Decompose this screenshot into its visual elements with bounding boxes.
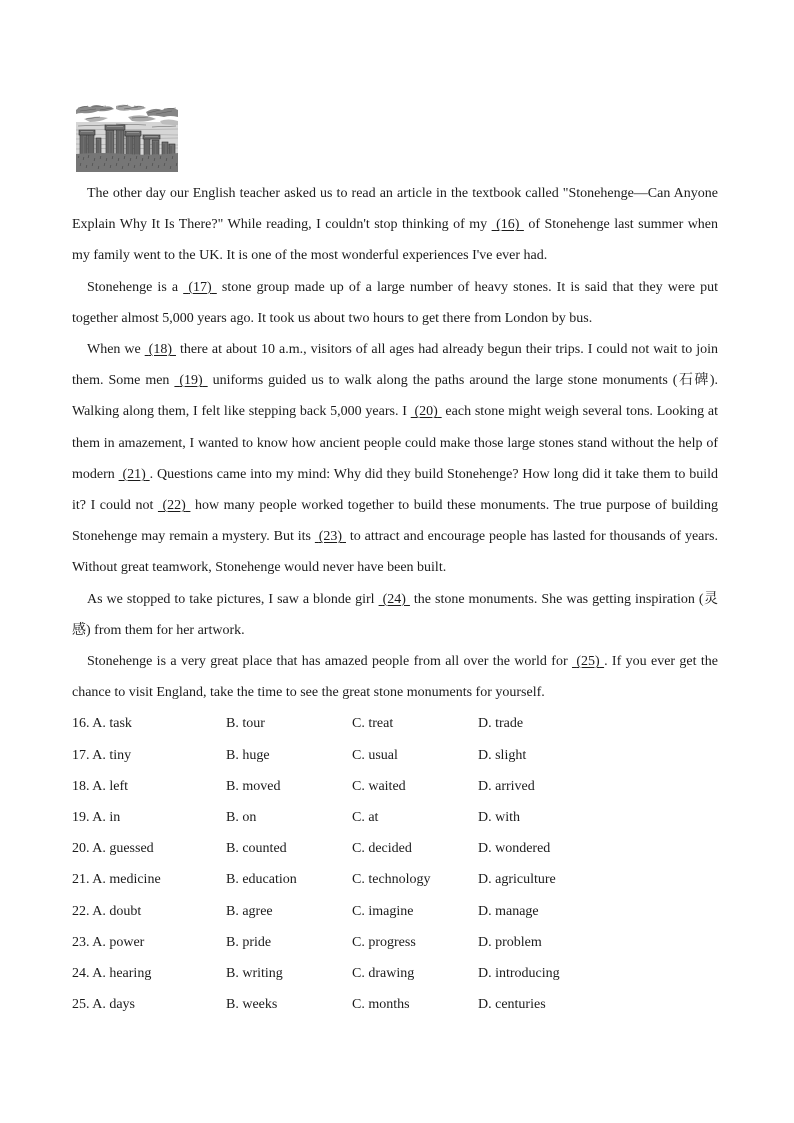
blank-23: (23) <box>318 529 343 545</box>
option-a: A. left <box>92 778 128 794</box>
option-a: A. power <box>92 934 145 950</box>
blank-17: (17) <box>188 279 212 295</box>
option-c: C. imagine <box>352 903 414 919</box>
option-b: B. moved <box>226 778 281 794</box>
option-d: D. centuries <box>478 997 546 1013</box>
question-number: 23. <box>72 934 90 950</box>
option-a: A. doubt <box>92 903 142 919</box>
option-c: C. drawing <box>352 965 415 981</box>
option-b: B. education <box>226 872 297 888</box>
blank-16: (16) <box>496 217 520 233</box>
passage-text: . If you ever get the chance to visit England, take the time to see the great stone monuments for yourself. <box>72 654 719 701</box>
option-a: A. guessed <box>92 841 154 857</box>
question-row <box>72 740 718 771</box>
question-number: 21. <box>72 872 90 888</box>
passage-paragraph <box>72 584 718 646</box>
option-c: C. usual <box>352 747 398 763</box>
option-c: C. decided <box>352 841 412 857</box>
passage-paragraph <box>72 334 718 584</box>
passage-paragraph <box>72 272 718 334</box>
option-c: C. months <box>352 997 410 1013</box>
question-number: 24. <box>72 965 90 981</box>
option-cell-a <box>72 708 132 739</box>
blank-20: (20) <box>414 404 438 420</box>
option-a: A. task <box>92 716 132 732</box>
passage-text: the stone monuments. She was getting inspiration (灵感) from them for her artwork. <box>72 591 719 638</box>
question-row <box>72 771 718 802</box>
option-cell-a <box>72 833 154 864</box>
option-c: C. waited <box>352 778 406 794</box>
passage-text: stone group made up of a large number of heavy stones. It is said that they were put together almost 5,000 years ago. It took us about two hours to get there from London by bus. <box>72 279 719 326</box>
option-cell-a <box>72 927 144 958</box>
option-d: D. slight <box>478 747 527 763</box>
option-d: D. introducing <box>478 965 560 981</box>
passage-text: of Stonehenge last summer when my family went to the UK. It is one of the most wonderful experiences I've ever had. <box>72 217 719 264</box>
option-a: A. medicine <box>92 872 161 888</box>
question-row <box>72 864 718 895</box>
question-row <box>72 896 718 927</box>
passage-text: Stonehenge is a very great place that has amazed people from all over the world for <box>87 654 572 670</box>
option-a: A. hearing <box>92 965 152 981</box>
option-cell-a <box>72 864 161 895</box>
option-cell-a <box>72 896 141 927</box>
blank-25: (25) <box>576 654 600 670</box>
option-d: D. with <box>478 810 520 826</box>
option-cell-a <box>72 802 120 833</box>
passage-text: Stonehenge is a <box>87 279 184 295</box>
option-c: C. at <box>352 810 379 826</box>
option-cell-a <box>72 958 151 989</box>
option-b: B. agree <box>226 903 273 919</box>
option-d: D. wondered <box>478 841 551 857</box>
option-cell-a <box>72 771 128 802</box>
passage-text: . Questions came into my mind: Why did they build Stonehenge? How long did it take them to build it? I could not <box>72 466 719 514</box>
stonehenge-sketch <box>76 104 178 172</box>
question-number: 20. <box>72 841 90 857</box>
passage-text: As we stopped to take pictures, I saw a blonde girl <box>87 591 379 607</box>
option-a: A. in <box>92 810 121 826</box>
passage-text: The other day our English teacher asked us to read an article in the textbook called "Stonehenge—Can Anyone Explain Why It Is There?" While reading, I couldn't stop thinking of my <box>72 186 718 233</box>
option-c: C. technology <box>352 872 431 888</box>
blank-22: (22) <box>162 498 186 514</box>
option-a: A. days <box>92 997 136 1013</box>
option-b: B. huge <box>226 747 270 763</box>
question-number: 25. <box>72 997 90 1013</box>
question-number: 19. <box>72 810 90 826</box>
question-number: 22. <box>72 903 90 919</box>
option-b: B. on <box>226 810 257 826</box>
option-d: D. agriculture <box>478 872 556 888</box>
option-b: B. pride <box>226 934 272 950</box>
blank-19: (19) <box>179 373 203 389</box>
cloze-passage <box>72 178 718 1020</box>
option-a: A. tiny <box>92 747 132 763</box>
question-number: 17. <box>72 747 90 763</box>
question-options <box>72 708 718 1020</box>
passage-text: each stone might weigh several tons. Looking at them in amazement, I wanted to know how ancient people could make those large stones stand without the help of modern <box>72 404 719 482</box>
passage-paragraph <box>72 646 718 708</box>
option-d: D. manage <box>478 903 539 919</box>
question-row <box>72 708 718 739</box>
question-number: 16. <box>72 716 90 732</box>
blank-24: (24) <box>382 591 406 607</box>
option-b: B. counted <box>226 841 287 857</box>
question-number: 18. <box>72 778 90 794</box>
question-row <box>72 989 718 1020</box>
passage-text: to attract and encourage people has lasted for thousands of years. Without great teamwork, Stonehenge would never have been built. <box>72 529 718 576</box>
passage-text: When we <box>87 342 145 358</box>
option-b: B. weeks <box>226 997 278 1013</box>
option-b: B. writing <box>226 965 283 981</box>
question-row <box>72 958 718 989</box>
passage-text: there at about 10 a.m., visitors of all ages had already begun their trips. I could not wait to join them. Some men <box>72 342 718 389</box>
option-cell-a <box>72 989 135 1020</box>
option-d: D. arrived <box>478 778 535 794</box>
passage-text: uniforms guided us to walk along the paths around the large stone monuments (石碑). Walking along them, I felt like stepping back 5,000 years. I <box>72 373 718 420</box>
passage-text: how many people worked together to build these monuments. The true purpose of building Stonehenge may remain a mystery. But its <box>72 498 719 545</box>
option-d: D. problem <box>478 934 542 950</box>
question-row <box>72 833 718 864</box>
option-cell-a <box>72 740 131 771</box>
blank-21: (21) <box>122 466 146 482</box>
option-c: C. progress <box>352 934 416 950</box>
option-c: C. treat <box>352 716 394 732</box>
stonehenge-illustration <box>76 104 178 172</box>
option-b: B. tour <box>226 716 265 732</box>
passage-paragraph <box>72 178 718 272</box>
option-d: D. trade <box>478 716 524 732</box>
ground <box>76 153 178 172</box>
blank-18: (18) <box>148 342 172 358</box>
question-row <box>72 802 718 833</box>
question-row <box>72 927 718 958</box>
